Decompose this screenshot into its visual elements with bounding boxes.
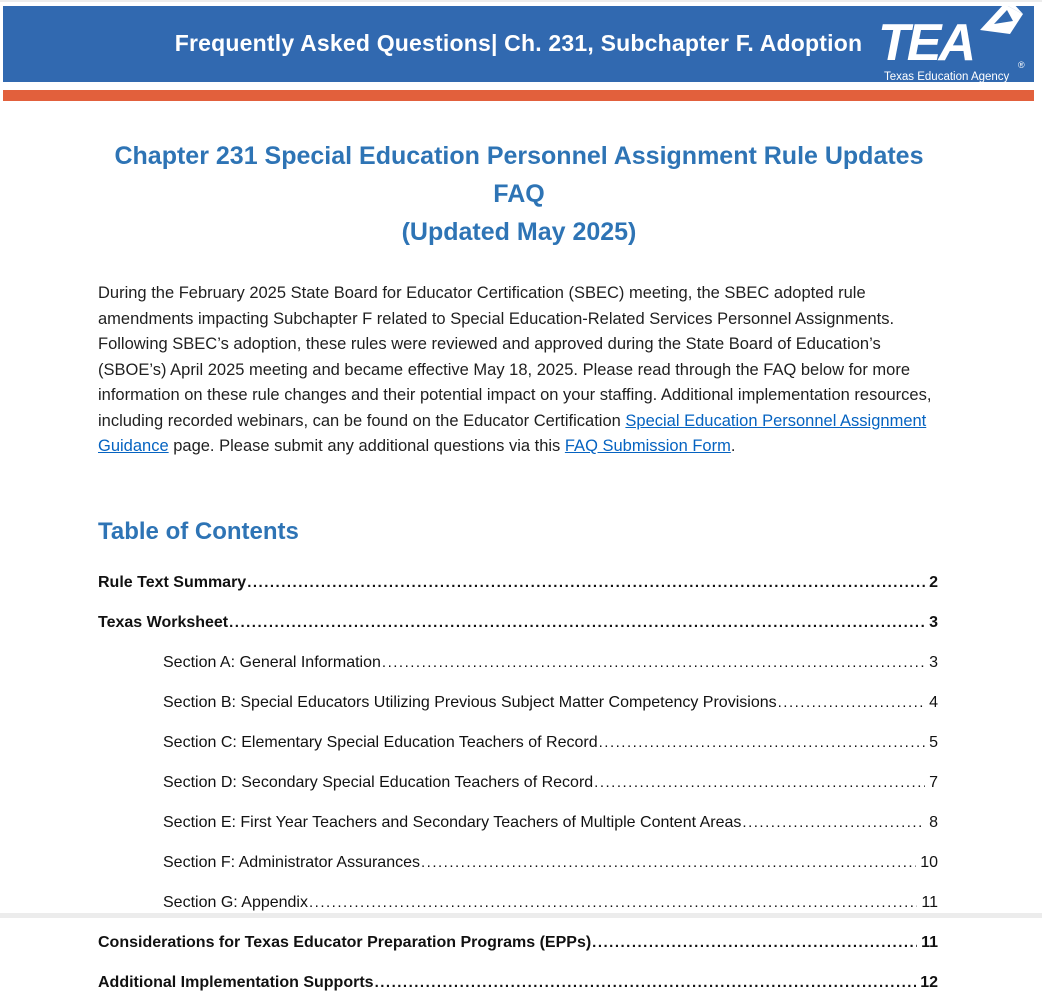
toc-dot-leader [594,772,925,793]
orange-divider [3,90,1034,101]
toc-entry-epp-considerations[interactable] [98,932,938,953]
toc-dot-leader [382,652,925,673]
page-bottom-edge [0,913,1042,918]
toc-entry-label: Section F: Administrator Assurances [163,853,420,871]
tea-logo-acronym: TEA [878,14,973,72]
toc-entry-texas-worksheet[interactable] [98,612,938,633]
toc-entry-label: Texas Worksheet [98,613,229,631]
guidance-page-link[interactable]: Special Education Personnel Assignment Guidance [98,411,927,455]
toc-dot-leader [375,972,917,993]
toc-entry-label: Section G: Appendix [163,893,308,911]
intro-text-2: page. Please submit any additional questions via this [168,437,565,455]
toc-entry-page: 3 [929,613,938,631]
toc-dot-leader [599,732,925,753]
toc-entry-page: 8 [929,813,938,831]
toc-entry-label: Rule Text Summary [98,573,247,591]
toc-entry-page: 7 [929,773,938,791]
toc-entry-page: 10 [920,853,938,871]
toc-entry-label: Section A: General Information [163,653,381,671]
toc-entry-section-a[interactable] [98,652,938,673]
toc-entry-label: Additional Implementation Supports [98,973,374,991]
header-title: Frequently Asked Questions| Ch. 231, Subchapter F. Adoption [174,29,863,56]
registered-mark: ® [1018,60,1025,70]
toc-entry-section-b[interactable] [98,692,938,713]
toc-dot-leader [778,692,925,713]
tea-logo [876,2,1028,86]
intro-paragraph [98,281,940,460]
toc-dot-leader [742,812,925,833]
toc-entry-section-d[interactable] [98,772,938,793]
faq-submission-form-link[interactable]: FAQ Submission Form [564,437,731,455]
toc-entry-label: Section D: Secondary Special Education Teachers of Record [163,773,594,791]
intro-text-1: During the February 2025 State Board for Educator Certification (SBEC) meeting, the SBEC adopted rule amendments impacting Subchapter F related to Special Education-Related Services Personnel Assignments. Following SBEC’s adoption, these rules were reviewed and approved during the State Board of Education’s (SBOE’s) April 2025 meeting and became effective May 18, 2025. Please read through the FAQ below for more information on these rule changes and their potential impact on your staffing. Additional implementation resources, including recorded webinars, can be found on the Educator Certification [98,284,932,430]
toc-entry-page: 4 [929,693,938,711]
toc-entry-page: 3 [929,653,938,671]
toc-entry-label: Section E: First Year Teachers and Secondary Teachers of Multiple Content Areas [163,813,742,831]
intro-text-3: . [730,437,736,455]
toc-entry-section-e[interactable] [98,812,938,833]
graduation-cap-icon [980,2,1023,34]
toc-dot-leader [247,572,925,593]
header-banner-wrap [3,6,1034,82]
toc-entry-page: 11 [921,933,938,951]
toc-entry-page: 5 [929,733,938,751]
toc-entry-additional-implementation-supports[interactable] [98,972,938,993]
toc-dot-leader [421,852,916,873]
document-body [0,101,1042,993]
toc-entry-rule-text-summary[interactable] [98,572,938,593]
toc-entry-page: 12 [920,973,938,991]
toc-entry-section-g[interactable] [98,892,938,913]
toc-entry-section-c[interactable] [98,732,938,753]
page-title [98,137,940,251]
table-of-contents [98,572,938,993]
toc-dot-leader [592,932,917,953]
toc-dot-leader [309,892,917,913]
toc-dot-leader [229,612,925,633]
toc-heading: Table of Contents [98,517,299,545]
toc-entry-page: 11 [921,893,938,911]
toc-entry-page: 2 [929,573,938,591]
toc-entry-label: Section C: Elementary Special Education Teachers of Record [163,733,598,751]
page-title-line1: Chapter 231 Special Education Personnel Assignment Rule Updates FAQ [114,142,924,208]
toc-entry-label: Section B: Special Educators Utilizing Previous Subject Matter Competency Provisions [163,693,777,711]
tea-logo-caption: Texas Education Agency [884,71,1010,83]
toc-entry-label: Considerations for Texas Educator Preparation Programs (EPPs) [98,933,592,951]
page-title-line2: (Updated May 2025) [401,218,637,246]
toc-entry-section-f[interactable] [98,852,938,873]
